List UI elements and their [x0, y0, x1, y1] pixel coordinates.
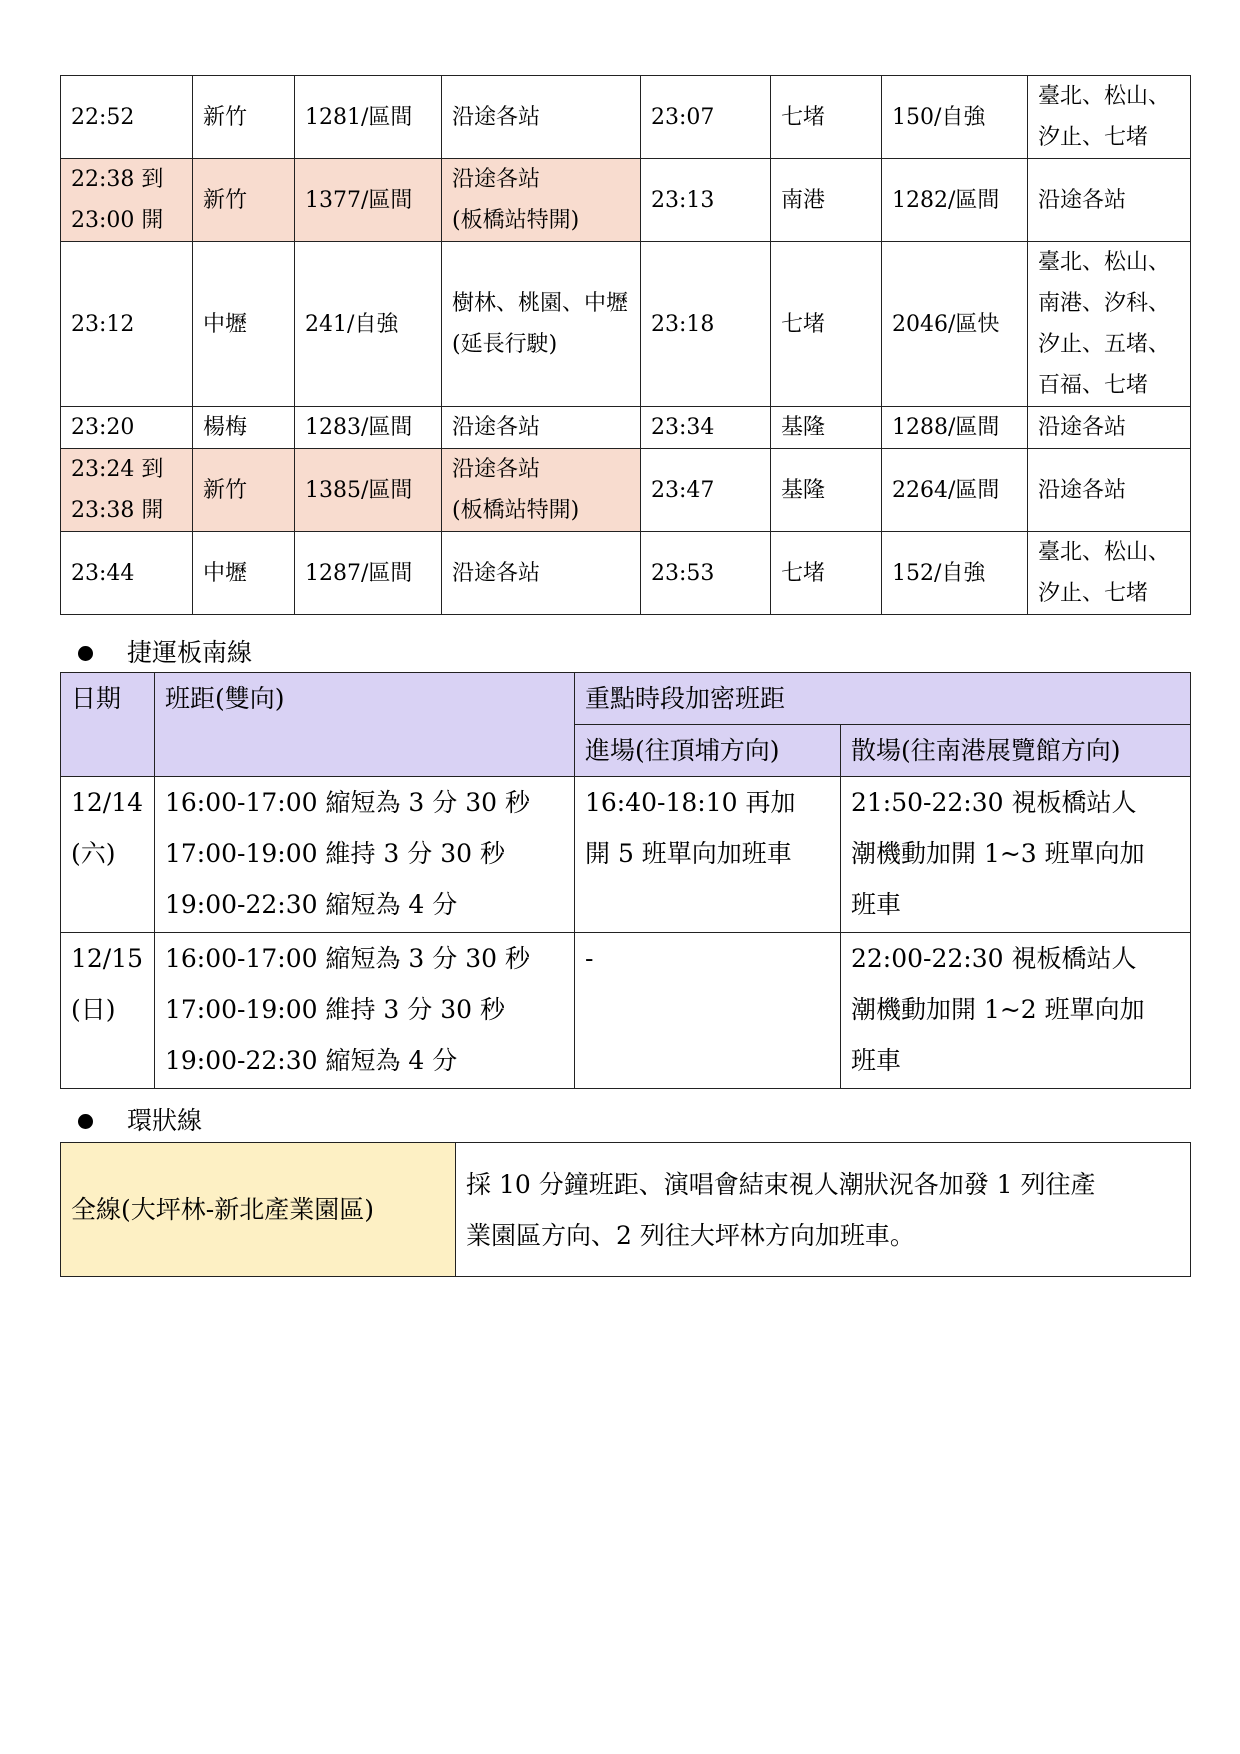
table-row — [61, 449, 1191, 532]
destination: 中壢 — [193, 532, 295, 615]
stops: 沿途各站 (板橋站特開) — [442, 449, 641, 532]
stops-2: 臺北、松山、 汐止、七堵 — [1028, 76, 1191, 159]
destination-2: 基隆 — [771, 407, 882, 449]
table-row — [61, 159, 1191, 242]
departure-time-2: 23:34 — [641, 407, 771, 449]
table-row — [61, 777, 1191, 933]
bullet-icon — [78, 1114, 93, 1129]
headway-cell: 16:00-17:00 縮短為 3 分 30 秒 17:00-19:00 維持 3 分 30 秒 19:00-22:30 縮短為 4 分 — [155, 777, 575, 933]
headway-cell: 16:00-17:00 縮短為 3 分 30 秒 17:00-19:00 維持 3 分 30 秒 19:00-22:30 縮短為 4 分 — [155, 933, 575, 1089]
col-date: 日期 — [61, 673, 155, 777]
destination: 新竹 — [193, 76, 295, 159]
stops-2: 沿途各站 — [1028, 449, 1191, 532]
train-number-2: 152/自強 — [882, 532, 1028, 615]
destination-2: 南港 — [771, 159, 882, 242]
stops: 沿途各站 — [442, 532, 641, 615]
destination-2: 七堵 — [771, 532, 882, 615]
destination: 新竹 — [193, 159, 295, 242]
table-row — [61, 76, 1191, 159]
col-in: 進場(往頂埔方向) — [575, 725, 841, 777]
destination-2: 七堵 — [771, 76, 882, 159]
train-number: 1377/區間 — [295, 159, 442, 242]
circular-label: 全線(大坪林-新北產業園區) — [61, 1143, 456, 1277]
departure-time: 23:20 — [61, 407, 193, 449]
table-row — [61, 242, 1191, 407]
circular-heading: 環狀線 — [78, 1105, 202, 1137]
date-cell: 12/14 (六) — [61, 777, 155, 933]
train-number: 1281/區間 — [295, 76, 442, 159]
date-cell: 12/15 (日) — [61, 933, 155, 1089]
train-number-2: 150/自強 — [882, 76, 1028, 159]
bannan-table — [60, 672, 1191, 1089]
departure-time: 22:38 到 23:00 開 — [61, 159, 193, 242]
destination: 新竹 — [193, 449, 295, 532]
col-peak: 重點時段加密班距 — [575, 673, 1191, 725]
col-headway: 班距(雙向) — [155, 673, 575, 777]
train-number: 241/自強 — [295, 242, 442, 407]
bannan-heading: 捷運板南線 — [78, 637, 252, 669]
departure-time-2: 23:53 — [641, 532, 771, 615]
stops-2: 臺北、松山、 汐止、七堵 — [1028, 532, 1191, 615]
circular-text: 採 10 分鐘班距、演唱會結束視人潮狀況各加發 1 列往產 業園區方向、2 列往大坪林方向加班車。 — [456, 1143, 1191, 1277]
departure-time: 23:12 — [61, 242, 193, 407]
departure-time-2: 23:18 — [641, 242, 771, 407]
departure-time: 23:24 到 23:38 開 — [61, 449, 193, 532]
train-number-2: 1282/區間 — [882, 159, 1028, 242]
stops: 沿途各站 — [442, 76, 641, 159]
departure-time: 23:44 — [61, 532, 193, 615]
inbound-cell: 16:40-18:10 再加 開 5 班單向加班車 — [575, 777, 841, 933]
train-number-2: 2264/區間 — [882, 449, 1028, 532]
inbound-cell: - — [575, 933, 841, 1089]
train-number: 1283/區間 — [295, 407, 442, 449]
col-out: 散場(往南港展覽館方向) — [841, 725, 1191, 777]
destination-2: 七堵 — [771, 242, 882, 407]
stops: 沿途各站 — [442, 407, 641, 449]
train-number-2: 1288/區間 — [882, 407, 1028, 449]
departure-time-2: 23:07 — [641, 76, 771, 159]
destination: 楊梅 — [193, 407, 295, 449]
stops: 樹林、桃園、中壢 (延長行駛) — [442, 242, 641, 407]
circular-table — [60, 1142, 1191, 1277]
destination-2: 基隆 — [771, 449, 882, 532]
departure-time-2: 23:47 — [641, 449, 771, 532]
table-row — [61, 407, 1191, 449]
train-number: 1287/區間 — [295, 532, 442, 615]
train-number: 1385/區間 — [295, 449, 442, 532]
outbound-cell: 22:00-22:30 視板橋站人 潮機動加開 1~2 班單向加 班車 — [841, 933, 1191, 1089]
bullet-icon — [78, 646, 93, 661]
departure-time: 22:52 — [61, 76, 193, 159]
stops-2: 臺北、松山、 南港、汐科、 汐止、五堵、 百福、七堵 — [1028, 242, 1191, 407]
train-number-2: 2046/區快 — [882, 242, 1028, 407]
table-row — [61, 532, 1191, 615]
table-row — [61, 933, 1191, 1089]
stops: 沿途各站 (板橋站特開) — [442, 159, 641, 242]
departure-time-2: 23:13 — [641, 159, 771, 242]
destination: 中壢 — [193, 242, 295, 407]
stops-2: 沿途各站 — [1028, 159, 1191, 242]
train-schedule-table — [60, 75, 1191, 615]
outbound-cell: 21:50-22:30 視板橋站人 潮機動加開 1~3 班單向加 班車 — [841, 777, 1191, 933]
stops-2: 沿途各站 — [1028, 407, 1191, 449]
